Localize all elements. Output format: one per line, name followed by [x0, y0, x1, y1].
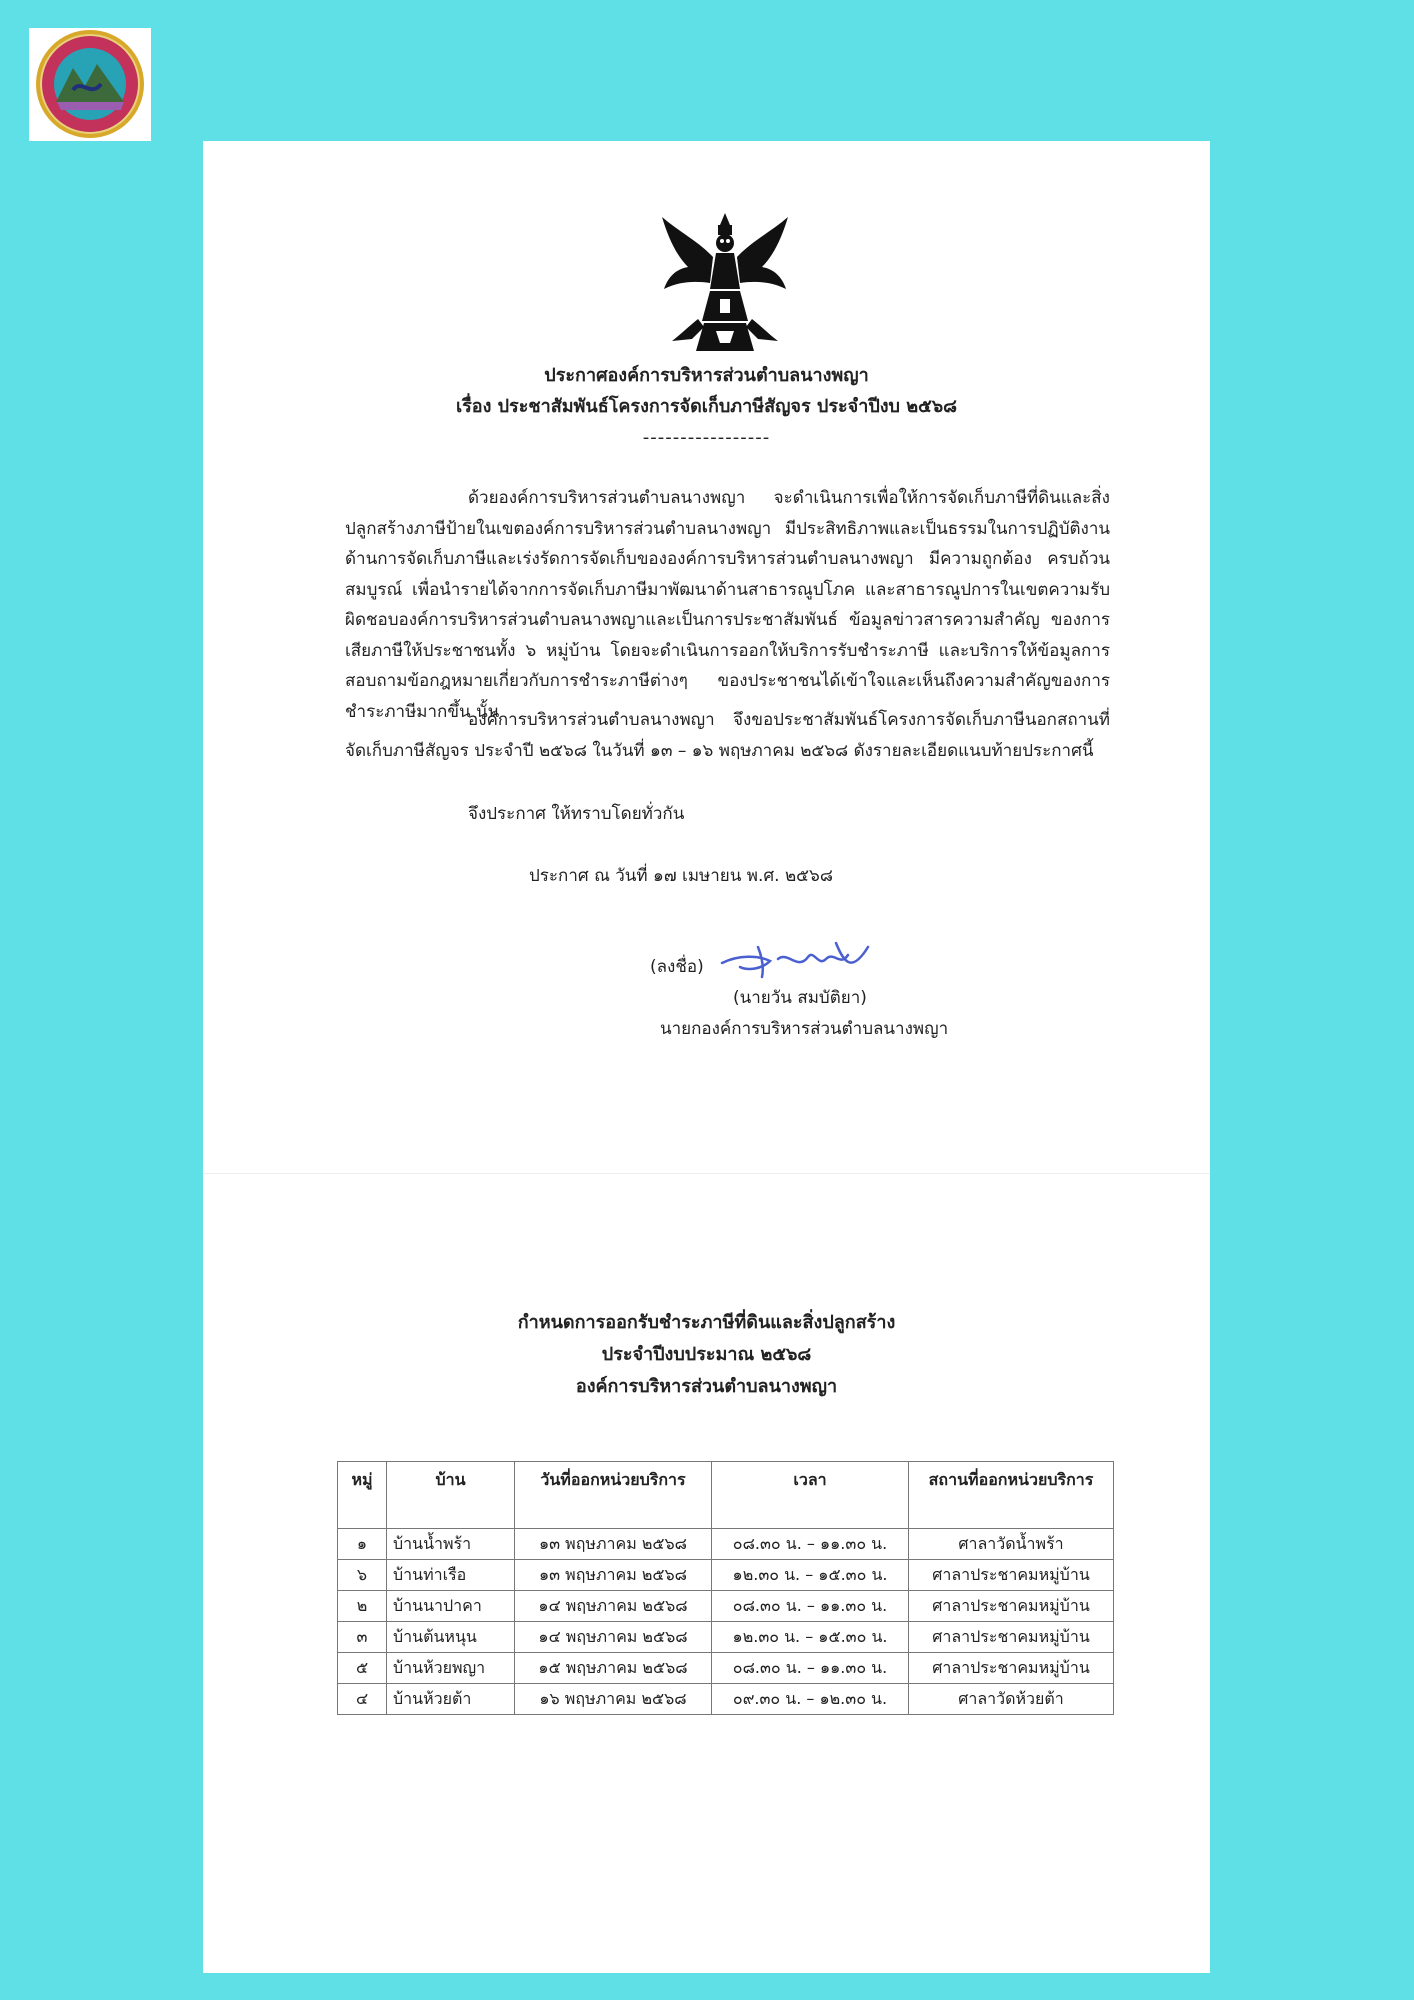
- cell-place: ศาลาวัดห้วยต้า: [909, 1684, 1114, 1715]
- cell-moo: ๕: [338, 1653, 387, 1684]
- cell-place: ศาลาวัดน้ำพร้า: [909, 1529, 1114, 1560]
- cell-date: ๑๕ พฤษภาคม ๒๕๖๘: [515, 1653, 712, 1684]
- body-paragraph-1: ด้วยองค์การบริหารส่วนตำบลนางพญา จะดำเนินการเพื่อให้การจัดเก็บภาษีที่ดินและสิ่งปลูกสร้างภาษีป้ายในเขตองค์การบริหารส่วนตำบลนางพญา มีประสิทธิภาพและเป็นธรรมในการปฏิบัติงานด้านการจัดเก็บภาษีและเร่งรัดการจัดเก็บขององค์การบริหารส่วนตำบลนางพญา มีความถูกต้อง ครบถ้วนสมบูรณ์ เพื่อนำรายได้จากการจัดเก็บภาษีมาพัฒนาด้านสาธารณูปโภค และสาธารณูปการในเขตความรับผิดชอบองค์การบริหารส่วนตำบลนางพญาและเป็นการประชาสัมพันธ์ ข้อมูลข่าวสารความสำคัญ ของการเสียภาษีให้ประชาชนทั้ง ๖ หมู่บ้าน โดยจะดำเนินการออกให้บริการรับชำระภาษี และบริการให้ข้อมูลการสอบถามข้อกฎหมายเกี่ยวกับการชำระภาษีต่างๆ ของประชาชนได้เข้าใจและเห็นถึงความสำคัญของการชำระภาษีมากขึ้น นั้น: [345, 488, 1110, 722]
- cell-moo: ๒: [338, 1591, 387, 1622]
- page-break: [203, 1173, 1210, 1174]
- garuda-emblem-icon: [658, 211, 793, 356]
- cell-place: ศาลาประชาคมหมู่บ้าน: [909, 1622, 1114, 1653]
- emblem-logo-icon: [29, 28, 151, 141]
- cell-date: ๑๔ พฤษภาคม ๒๕๖๘: [515, 1591, 712, 1622]
- cell-date: ๑๓ พฤษภาคม ๒๕๖๘: [515, 1560, 712, 1591]
- cell-time: ๐๙.๓๐ น. – ๑๒.๓๐ น.: [712, 1684, 909, 1715]
- announcement-title: ประกาศองค์การบริหารส่วนตำบลนางพญา: [544, 365, 869, 386]
- cell-date: ๑๖ พฤษภาคม ๒๕๖๘: [515, 1684, 712, 1715]
- cell-date: ๑๔ พฤษภาคม ๒๕๖๘: [515, 1622, 712, 1653]
- cell-moo: ๓: [338, 1622, 387, 1653]
- announce-statement: จึงประกาศ ให้ทราบโดยทั่วกัน: [468, 804, 685, 824]
- cell-village: บ้านน้ำพร้า: [387, 1529, 515, 1560]
- table-row: [338, 1591, 1114, 1622]
- cell-village: บ้านท่าเรือ: [387, 1560, 515, 1591]
- schedule-subtitle: ประจำปีงบประมาณ ๒๕๖๘: [601, 1344, 812, 1365]
- cell-village: บ้านนาปาคา: [387, 1591, 515, 1622]
- signer-position: นายกองค์การบริหารส่วนตำบลนางพญา: [660, 1019, 949, 1039]
- schedule-title: กำหนดการออกรับชำระภาษีที่ดินและสิ่งปลูกสร้าง: [517, 1312, 896, 1333]
- cell-village: บ้านห้วยต้า: [387, 1684, 515, 1715]
- table-row: [338, 1560, 1114, 1591]
- table-row: [338, 1653, 1114, 1684]
- cell-date: ๑๓ พฤษภาคม ๒๕๖๘: [515, 1529, 712, 1560]
- handwritten-signature-icon: [718, 933, 878, 985]
- cell-time: ๐๘.๓๐ น. – ๑๑.๓๐ น.: [712, 1591, 909, 1622]
- header-date: วันที่ออกหน่วยบริการ: [515, 1462, 712, 1529]
- table-row: [338, 1684, 1114, 1715]
- cell-moo: ๖: [338, 1560, 387, 1591]
- announce-date: ประกาศ ณ วันที่ ๑๗ เมษายน พ.ศ. ๒๕๖๘: [529, 866, 833, 886]
- header-time: เวลา: [712, 1462, 909, 1529]
- cell-village: บ้านต้นหนุน: [387, 1622, 515, 1653]
- header-moo: หมู่: [338, 1462, 387, 1529]
- organization-logo: [29, 28, 151, 141]
- schedule-table: [337, 1461, 1114, 1715]
- schedule-organization: องค์การบริหารส่วนตำบลนางพญา: [575, 1376, 838, 1397]
- signer-name: (นายวัน สมบัติยา): [733, 988, 867, 1008]
- cell-time: ๐๘.๓๐ น. – ๑๑.๓๐ น.: [712, 1529, 909, 1560]
- body-paragraph-2: องค์การบริหารส่วนตำบลนางพญา จึงขอประชาสัมพันธ์โครงการจัดเก็บภาษีนอกสถานที่ จัดเก็บภาษีสัญจร ประจำปี ๒๕๖๘ ในวันที่ ๑๓ – ๑๖ พฤษภาคม ๒๕๖๘ ดังรายละเอียดแนบท้ายประกาศนี้: [345, 710, 1110, 761]
- table-row: [338, 1622, 1114, 1653]
- cell-village: บ้านห้วยพญา: [387, 1653, 515, 1684]
- cell-moo: ๑: [338, 1529, 387, 1560]
- cell-time: ๐๘.๓๐ น. – ๑๑.๓๐ น.: [712, 1653, 909, 1684]
- header-village: บ้าน: [387, 1462, 515, 1529]
- announcement-subject: เรื่อง ประชาสัมพันธ์โครงการจัดเก็บภาษีสัญจร ประจำปีงบ ๒๕๖๘: [455, 396, 958, 417]
- cell-place: ศาลาประชาคมหมู่บ้าน: [909, 1591, 1114, 1622]
- cell-moo: ๔: [338, 1684, 387, 1715]
- cell-time: ๑๒.๓๐ น. – ๑๕.๓๐ น.: [712, 1622, 909, 1653]
- header-place: สถานที่ออกหน่วยบริการ: [909, 1462, 1114, 1529]
- table-header-row: [338, 1462, 1114, 1529]
- table-row: [338, 1529, 1114, 1560]
- cell-place: ศาลาประชาคมหมู่บ้าน: [909, 1653, 1114, 1684]
- title-separator: -----------------: [642, 427, 771, 448]
- cell-time: ๑๒.๓๐ น. – ๑๕.๓๐ น.: [712, 1560, 909, 1591]
- cell-place: ศาลาประชาคมหมู่บ้าน: [909, 1560, 1114, 1591]
- announcement-page: [203, 141, 1210, 1973]
- signature-prefix: (ลงชื่อ): [650, 957, 704, 977]
